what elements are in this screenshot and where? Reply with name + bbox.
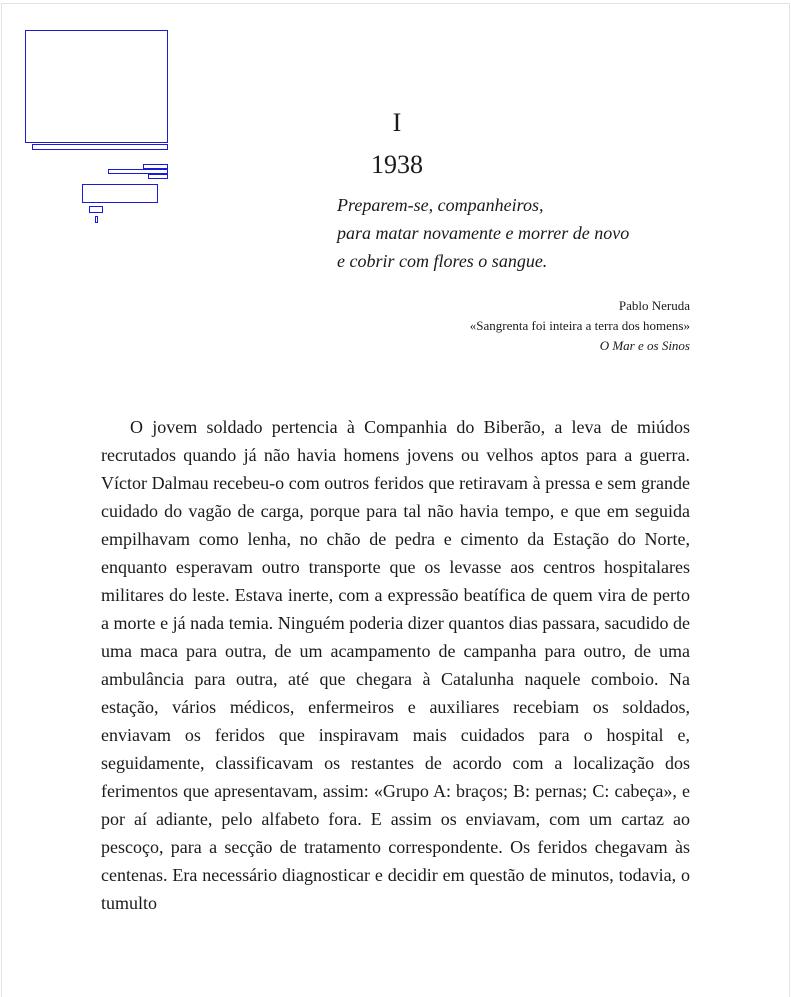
- chapter-year: 1938: [371, 150, 423, 179]
- document-page: [1, 3, 790, 997]
- placeholder-box-large: [25, 30, 168, 143]
- epigraph-line: para matar novamente e morrer de novo: [337, 223, 630, 243]
- attribution-author: Pablo Neruda: [618, 298, 690, 313]
- epigraph-line: e cobrir com flores o sangue.: [337, 251, 548, 271]
- attribution-work: O Mar e os Sinos: [599, 338, 690, 353]
- placeholder-bar: [32, 144, 168, 150]
- placeholder-bar-small: [148, 174, 168, 179]
- placeholder-box-tiny: [89, 206, 103, 213]
- attribution-poem: «Sangrenta foi inteira a terra dos homens»: [469, 318, 690, 333]
- epigraph-attribution: [382, 296, 690, 356]
- chapter-number: I: [392, 108, 402, 137]
- epigraph: [337, 191, 697, 275]
- body-paragraph: O jovem soldado pertencia à Companhia do Biberão, a leva de miúdos recrutados quando já não havia homens jovens ou velhos aptos para a guerra. Víctor Dalmau recebeu-o com outros feridos que retiravam à pressa e sem grande cuidado do vagão de carga, porque para tal não havia tempo, e que em seguida empilhavam como lenha, no chão de pedra e cimento da Estação do Norte, enquanto esperavam outro transporte que os levasse aos centros hospitalares militares do leste. Estava inerte, com a expressão beatífica de quem vira de perto a morte e já nada temia. Ninguém poderia dizer quantos dias passara, sacudido de uma maca para outra, de um acampamento de campanha para outro, de uma ambulância para outra, até que chegara à Catalunha naquele comboio. Na estação, vários médicos, enfermeiros e auxiliares recebiam os soldados, enviavam os feridos que inspiravam mais cuidados para o hospital e, seguidamente, classificavam os restantes de acordo com a localização dos ferimentos que apresentavam, assim: «Grupo A: braços; B: pernas; C: cabeça», e por aí adiante, pelo alfabeto fora. E assim os enviavam, com um cartaz ao pescoço, para a secção de tratamento correspondente. Os feridos chegavam às centenas. Era necessário diagnosticar e decidir em questão de minutos, todavia, o tumulto: [101, 417, 690, 913]
- placeholder-box-medium: [82, 184, 158, 203]
- epigraph-line: Preparem-se, companheiros,: [337, 195, 544, 215]
- placeholder-stem: [95, 216, 98, 223]
